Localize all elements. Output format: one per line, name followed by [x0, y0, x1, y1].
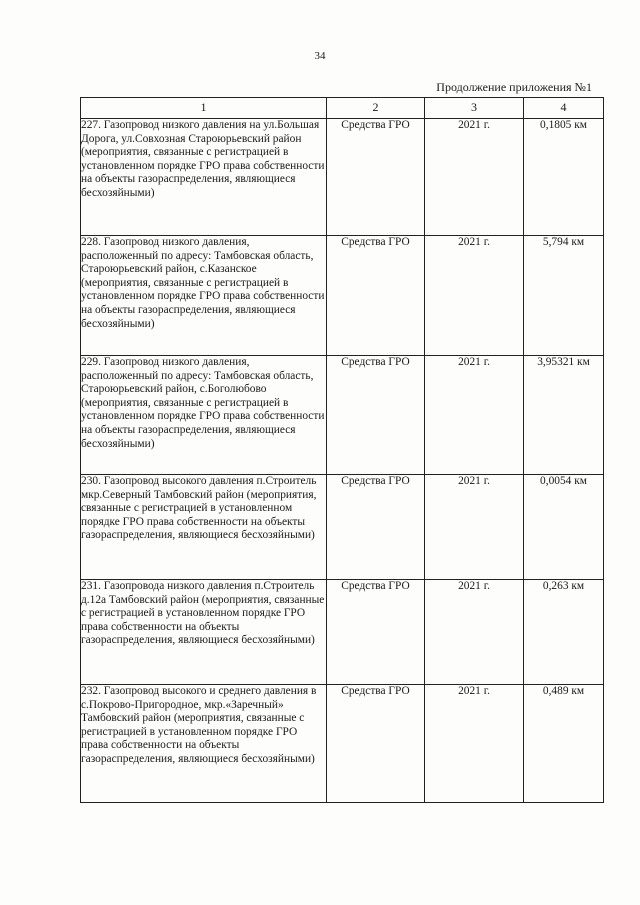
row-description: 227. Газопровод низкого давления на ул.Большая Дорога, ул.Совхозная Староюрьевский район (мероприятия, связанные с регистрацией в установленном порядке ГРО права собственности на объекты газораспределения, являющиеся бесхозяйными)	[81, 119, 327, 236]
row-length: 3,95321 км	[524, 356, 604, 475]
row-description: 230. Газопровод высокого давления п.Строитель мкр.Северный Тамбовский район (мероприятия, связанные с регистрацией в установленном порядке ГРО права собственности на объекты газораспределения, являющиеся бесхозяйными)	[81, 475, 327, 580]
row-funding-source: Средства ГРО	[327, 236, 425, 356]
row-length: 5,794 км	[524, 236, 604, 356]
row-description: 231. Газопровода низкого давления п.Строитель д.12а Тамбовский район (мероприятия, связанные с регистрацией в установленном порядке ГРО права собственности на объекты газораспределения, являющиеся бесхозяйными)	[81, 580, 327, 685]
column-header-2: 2	[327, 98, 425, 119]
row-year: 2021 г.	[425, 475, 524, 580]
row-length: 0,1805 км	[524, 119, 604, 236]
row-length: 0,263 км	[524, 580, 604, 685]
row-funding-source: Средства ГРО	[327, 685, 425, 803]
row-year: 2021 г.	[425, 685, 524, 803]
page-number: 34	[314, 50, 326, 62]
table-row	[81, 475, 604, 580]
registry-table	[80, 97, 604, 803]
table-row	[81, 119, 604, 236]
row-funding-source: Средства ГРО	[327, 580, 425, 685]
row-funding-source: Средства ГРО	[327, 119, 425, 236]
row-description: 232. Газопровод высокого и среднего давления в с.Покрово-Пригородное, мкр.«Заречный» Тамбовский район (мероприятия, связанные с регистрацией в установленном порядке ГРО права собственности на объекты газораспределения, являющиеся бесхозяйными)	[81, 685, 327, 803]
row-length: 0,489 км	[524, 685, 604, 803]
row-description: 229. Газопровод низкого давления, расположенный по адресу: Тамбовская область, Староюрьевский район, с.Боголюбово (мероприятия, связанные с регистрацией в установленном порядке ГРО права собственности на объекты газораспределения, являющиеся бесхозяйными)	[81, 356, 327, 475]
table-row	[81, 236, 604, 356]
row-year: 2021 г.	[425, 356, 524, 475]
continuation-label: Продолжение приложения №1	[436, 80, 592, 94]
row-description: 228. Газопровод низкого давления, расположенный по адресу: Тамбовская область, Староюрьевский район, с.Казанское (мероприятия, связанные с регистрацией в установленном порядке ГРО права собственности на объекты газораспределения, являющиеся бесхозяйными)	[81, 236, 327, 356]
table-header-row	[81, 98, 604, 119]
row-length: 0,0054 км	[524, 475, 604, 580]
table-row	[81, 685, 604, 803]
column-header-1: 1	[81, 98, 327, 119]
table-row	[81, 356, 604, 475]
row-year: 2021 г.	[425, 236, 524, 356]
row-funding-source: Средства ГРО	[327, 475, 425, 580]
column-header-3: 3	[425, 98, 524, 119]
row-year: 2021 г.	[425, 119, 524, 236]
row-funding-source: Средства ГРО	[327, 356, 425, 475]
column-header-4: 4	[524, 98, 604, 119]
row-year: 2021 г.	[425, 580, 524, 685]
table-row	[81, 580, 604, 685]
